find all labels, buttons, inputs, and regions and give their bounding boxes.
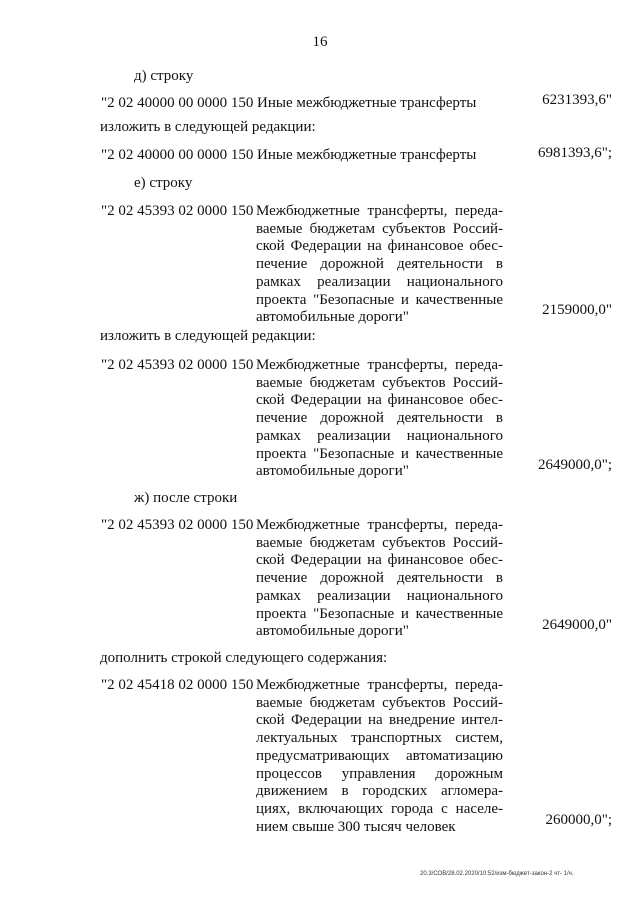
item-zh-new-desc: Межбюджетные трансферты, переда- ваемые бюджетам субъектов Россий- ской Федерации на внедрение интел- лектуальных транспортных систем, предусматривающих автоматизацию процессов управления дорожным движением в городских агломера- циях, включающих города с населе- нием свыше 300 тысяч человек: [256, 677, 503, 835]
item-e-amount: 2159000,0": [542, 302, 612, 318]
item-e-new-amount: 2649000,0";: [537, 457, 612, 473]
item-d-amount: 6231393,6": [542, 92, 612, 108]
item-zh-instruction: дополнить строкой следующего содержания:: [100, 650, 388, 666]
item-d-desc: Иные межбюджетные трансферты: [257, 95, 477, 111]
footer-file-stamp: 20.3/СОВ/28.02.2020/10:52/изм-бюджет-закон-2 чт- 1/ч.: [420, 871, 574, 877]
item-zh-new-code: "2 02 45418 02 0000 150: [101, 677, 254, 693]
item-zh-label: ж) после строки: [134, 490, 238, 506]
item-d-new-code: "2 02 40000 00 0000 150: [101, 147, 254, 163]
item-d-code: "2 02 40000 00 0000 150: [101, 95, 254, 111]
item-d-instruction: изложить в следующей редакции:: [100, 119, 316, 135]
item-zh-amount: 2649000,0": [542, 617, 612, 633]
item-d-new-desc: Иные межбюджетные трансферты: [257, 147, 477, 163]
page-number: 16: [312, 34, 328, 50]
item-zh-code: "2 02 45393 02 0000 150: [101, 517, 254, 533]
item-e-instruction: изложить в следующей редакции:: [100, 328, 316, 344]
item-zh-desc: Межбюджетные трансферты, переда- ваемые бюджетам субъектов Россий- ской Федерации на финансовое обес- печение дорожной деятельности в рамках реализации национального проекта "Безопасные и качественные автомобильные дороги": [256, 517, 503, 640]
item-e-desc: Межбюджетные трансферты, переда- ваемые бюджетам субъектов Россий- ской Федерации на финансовое обес- печение дорожной деятельности в рамках реализации национального проекта "Безопасные и качественные автомобильные дороги": [256, 203, 503, 326]
item-d-new-amount: 6981393,6";: [537, 145, 612, 161]
item-e-new-code: "2 02 45393 02 0000 150: [101, 357, 254, 373]
item-e-new-desc: Межбюджетные трансферты, переда- ваемые бюджетам субъектов Россий- ской Федерации на финансовое обес- печение дорожной деятельности в рамках реализации национального проекта "Безопасные и качественные автомобильные дороги": [256, 357, 503, 480]
item-zh-new-amount: 260000,0";: [545, 812, 612, 828]
item-d-label: д) строку: [134, 68, 194, 84]
item-e-label: е) строку: [134, 175, 193, 191]
item-e-code: "2 02 45393 02 0000 150: [101, 203, 254, 219]
